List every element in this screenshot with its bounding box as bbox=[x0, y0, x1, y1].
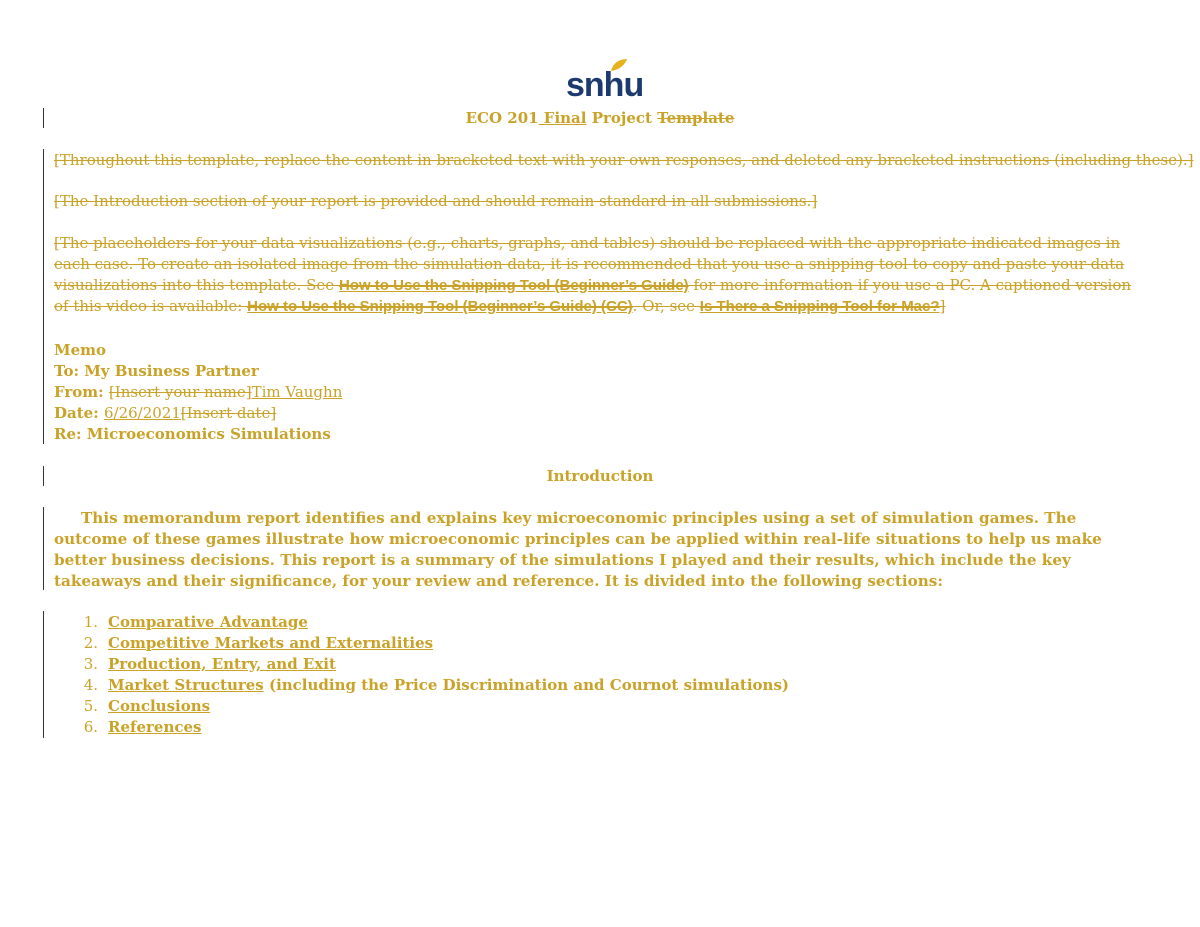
document-title: ECO 201 Final Project Template bbox=[465, 109, 735, 127]
snipping-tool-cc-link[interactable]: How to Use the Snipping Tool (Beginner’s Guide) (CC) bbox=[247, 298, 633, 315]
introduction-heading: Introduction bbox=[546, 467, 654, 485]
section-link-comparative-advantage[interactable]: Comparative Advantage bbox=[108, 613, 308, 631]
placeholder-instructions: [The placeholders for your data visualizations (e.g., charts, graphs, and tables) should be replaced with the appropriate indicated images in each case. To create an isolated image from the simulation data, it is recommended that you use a snipping tool to copy and paste your data visualizations into this template. See How to Use the Snipping Tool (Beginner’s Guide) for more information if you use a PC. A captioned version of this video is available: How to Use the Snipping Tool (Beginner’s Guide) (CC). Or, see Is There a Snipping Tool for Mac?] bbox=[54, 234, 1132, 315]
section-link-market-structures[interactable]: Market Structures bbox=[108, 676, 264, 694]
list-item: 4. Market Structures (including the Price Discrimination and Cournot simulations) bbox=[83, 676, 789, 694]
list-item: 1. Comparative Advantage bbox=[83, 613, 308, 631]
list-item: 5. Conclusions bbox=[83, 697, 211, 715]
change-bar bbox=[43, 611, 44, 738]
leaf-icon bbox=[610, 58, 628, 72]
section-link-conclusions[interactable]: Conclusions bbox=[108, 697, 211, 715]
memo-heading: Memo bbox=[54, 341, 107, 359]
list-item: 3. Production, Entry, and Exit bbox=[83, 655, 336, 673]
list-item: 6. References bbox=[83, 718, 202, 736]
logo-text: snhu bbox=[566, 66, 644, 104]
section-link-references[interactable]: References bbox=[108, 718, 202, 736]
instruction-text: [The Introduction section of your report is provided and should remain standard in all submissions.] bbox=[54, 192, 818, 210]
list-item: 2. Competitive Markets and Externalities bbox=[83, 634, 434, 652]
section-link-competitive-markets[interactable]: Competitive Markets and Externalities bbox=[108, 634, 434, 652]
snipping-tool-mac-link[interactable]: Is There a Snipping Tool for Mac? bbox=[699, 298, 940, 315]
snhu-logo bbox=[566, 58, 644, 104]
memo-from: From: [Insert your name]Tim Vaughn bbox=[54, 383, 343, 401]
section-link-production-entry-exit[interactable]: Production, Entry, and Exit bbox=[108, 655, 336, 673]
memo-to: To: My Business Partner bbox=[54, 362, 259, 380]
section-list bbox=[54, 612, 789, 738]
introduction-paragraph: This memorandum report identifies and explains key microeconomic principles using a set of simulation games. The outcome of these games illustrate how microeconomic principles can be applied within real-life situations to help us make better business decisions. This report is a summary of the simulations I played and their results, which include the key takeaways and their significance, for your review and reference. It is divided into the following sections: bbox=[54, 509, 1102, 590]
snipping-tool-guide-link[interactable]: How to Use the Snipping Tool (Beginner’s Guide) bbox=[338, 277, 689, 294]
change-bar bbox=[43, 507, 44, 590]
memo-re: Re: Microeconomics Simulations bbox=[54, 425, 331, 443]
change-bar bbox=[43, 149, 44, 444]
instruction-text: [Throughout this template, replace the content in bracketed text with your own responses, and deleted any bracketed instructions (including these).] bbox=[54, 151, 1194, 169]
memo-date: Date: 6/26/2021[Insert date] bbox=[54, 404, 277, 422]
